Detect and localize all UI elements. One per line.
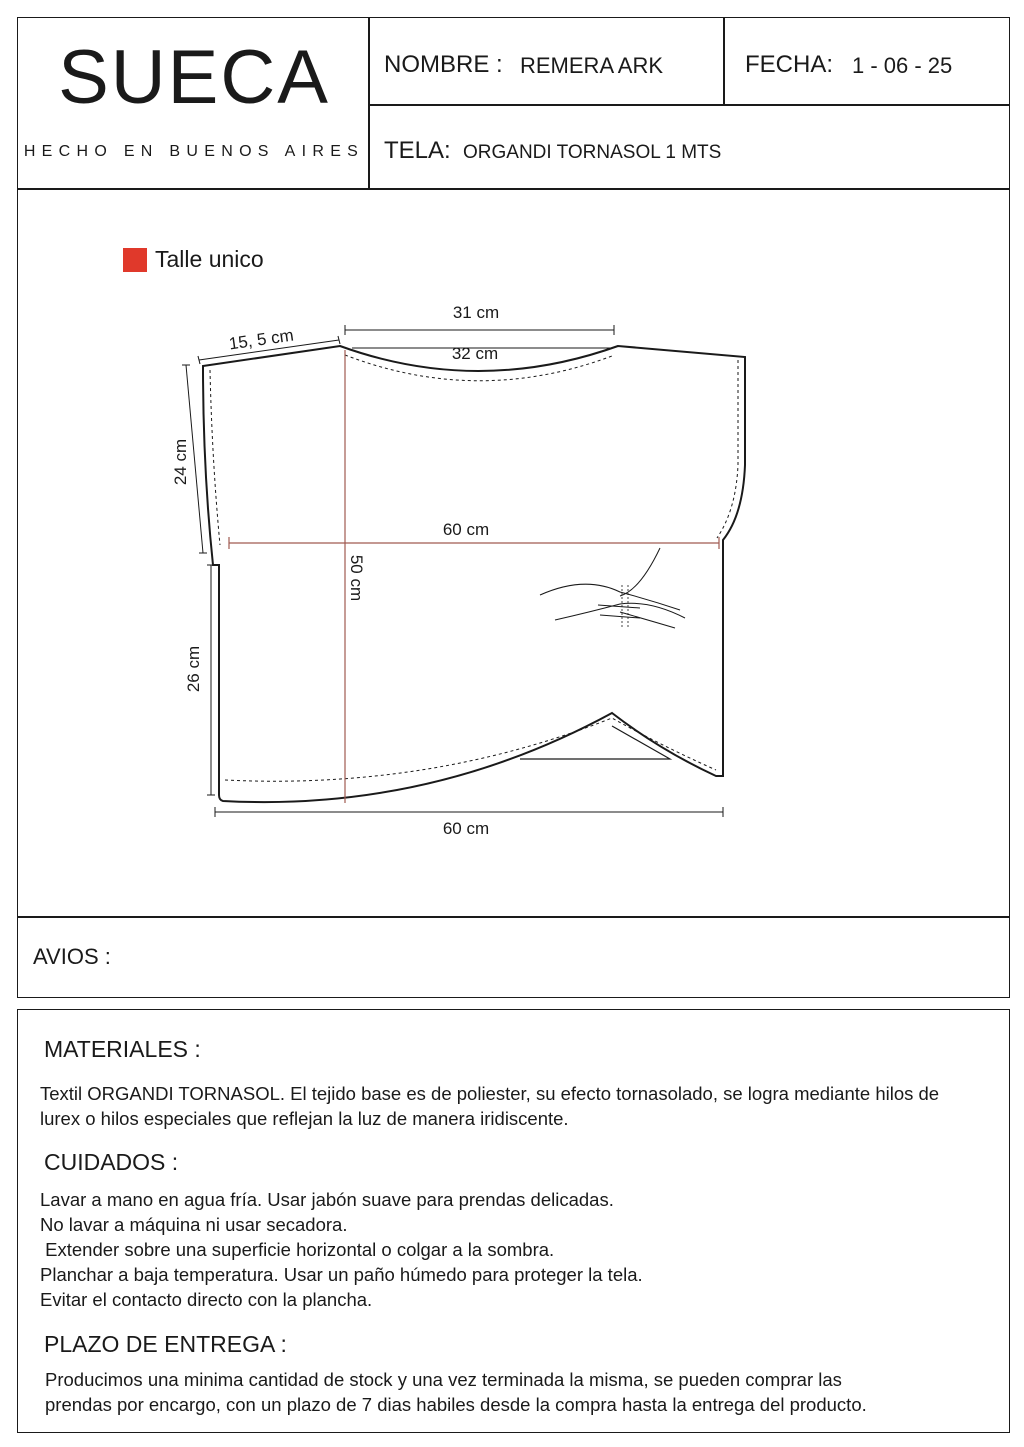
- dim-hem-width: 60 cm: [442, 819, 490, 838]
- fecha-label: FECHA:: [745, 51, 834, 78]
- dim-chest-width: 60 cm: [442, 520, 490, 539]
- materiales-title: MATERIALES :: [44, 1036, 201, 1062]
- cuidados-line: Evitar el contacto directo con la plancha.: [40, 1289, 373, 1310]
- cuidados-line: No lavar a máquina ni usar secadora.: [40, 1214, 348, 1235]
- gather-detail: [540, 548, 685, 628]
- brand-tagline: HECHO EN BUENOS AIRES: [23, 143, 365, 160]
- hem-panel-line: [520, 726, 670, 759]
- dim-neck-outer: 31 cm: [452, 303, 500, 322]
- materiales-line: Textil ORGANDI TORNASOL. El tejido base es de poliester, su efecto tornasolado, se logra mediante hilos de: [40, 1083, 940, 1104]
- plazo-text: [45, 1367, 1005, 1417]
- dim-shoulder: 15, 5 cm: [227, 325, 295, 354]
- tela-label: TELA:: [384, 137, 451, 164]
- plazo-title: PLAZO DE ENTREGA :: [44, 1331, 287, 1357]
- right-sleeve-stitch: [717, 360, 738, 538]
- avios-label: AVIOS :: [33, 944, 111, 969]
- dim-side-length: 26 cm: [184, 645, 203, 693]
- dim-neck-inner: 32 cm: [451, 344, 499, 363]
- left-sleeve-stitch: [210, 370, 220, 545]
- plazo-line: Producimos una minima cantidad de stock y una vez terminada la misma, se pueden comprar las: [45, 1369, 842, 1390]
- materiales-line: lurex o hilos especiales que reflejan la luz de manera iridiscente.: [40, 1108, 569, 1129]
- plazo-line: prendas por encargo, con un plazo de 7 dias habiles desde la compra hasta la entrega del producto.: [45, 1394, 867, 1415]
- nombre-value: REMERA ARK: [520, 53, 664, 78]
- tela-value: ORGANDI TORNASOL 1 MTS: [463, 142, 722, 163]
- cuidados-line: Planchar a baja temperatura. Usar un paño húmedo para proteger la tela.: [40, 1264, 643, 1285]
- garment-outline: [203, 346, 745, 802]
- dim-body-length: 50 cm: [347, 554, 366, 602]
- cuidados-line: Extender sobre una superficie horizontal o colgar a la sombra.: [40, 1239, 555, 1260]
- cuidados-title: CUIDADOS :: [44, 1149, 179, 1175]
- fecha-value: 1 - 06 - 25: [852, 53, 953, 78]
- size-label: Talle unico: [155, 246, 264, 272]
- brand-logo: SUECA: [58, 35, 330, 120]
- cuidados-text: [40, 1187, 1000, 1312]
- nombre-label: NOMBRE :: [384, 51, 503, 78]
- materiales-text: [40, 1081, 1000, 1131]
- cuidados-line: Lavar a mano en agua fría. Usar jabón suave para prendas delicadas.: [40, 1189, 614, 1210]
- dim-sleeve-height: 24 cm: [171, 438, 190, 486]
